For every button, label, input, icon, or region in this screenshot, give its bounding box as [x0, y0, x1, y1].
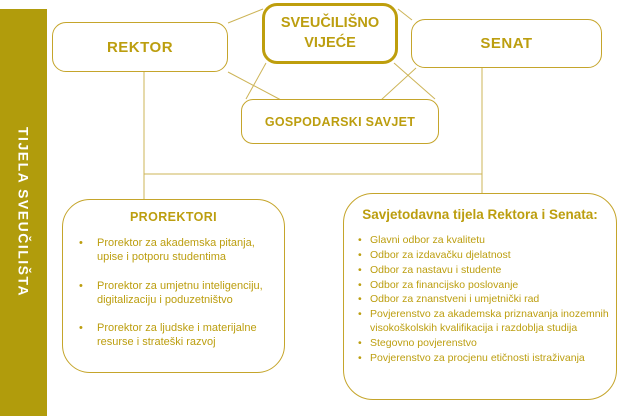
list-item: • Odbor za financijsko poslovanje	[358, 279, 610, 293]
list-item: • Glavni odbor za kvalitetu	[358, 234, 610, 248]
box-savjetodavna-tijela	[343, 193, 617, 400]
node-gospodarski-savjet	[241, 99, 439, 144]
savjetodavna-list	[344, 222, 616, 366]
node-sveucilisno-vijece-label: SVEUČILIŠNO VIJEĆE	[280, 14, 380, 51]
list-item: • Odbor za izdavačku djelatnost	[358, 249, 610, 263]
prorektori-list	[63, 224, 284, 350]
node-rektor-label: REKTOR	[106, 38, 174, 56]
node-gospodarski-savjet-label: GOSPODARSKI SAVJET	[264, 114, 416, 129]
list-item: • Prorektor za akademska pitanja, upise i potporu studentima	[79, 236, 276, 265]
list-item: • Povjerenstvo za procjenu etičnosti istraživanja	[358, 352, 610, 366]
banner-title: TIJELA SVEUČILIŠTA	[15, 127, 32, 298]
node-senat	[411, 19, 602, 68]
savjetodavna-title: Savjetodavna tijela Rektora i Senata:	[362, 207, 598, 222]
list-item: • Odbor za nastavu i studente	[358, 264, 610, 278]
node-sveucilisno-vijece	[262, 3, 398, 64]
list-item: • Prorektor za ljudske i materijalne resurse i strateški razvoj	[79, 321, 276, 350]
node-senat-label: SENAT	[480, 35, 533, 52]
prorektori-title: PROREKTORI	[129, 210, 218, 224]
list-item: • Odbor za znanstveni i umjetnički rad	[358, 293, 610, 307]
box-prorektori	[62, 199, 285, 373]
node-rektor	[52, 22, 228, 72]
list-item: • Prorektor za umjetnu inteligenciju, digitalizaciju i poduzetništvo	[79, 279, 276, 308]
list-item: • Stegovno povjerenstvo	[358, 337, 610, 351]
sidebar-banner	[0, 9, 47, 416]
list-item: • Povjerenstvo za akademska priznavanja inozemnih visokoškolskih kvalifikacija i razdoblja studija	[358, 308, 610, 336]
